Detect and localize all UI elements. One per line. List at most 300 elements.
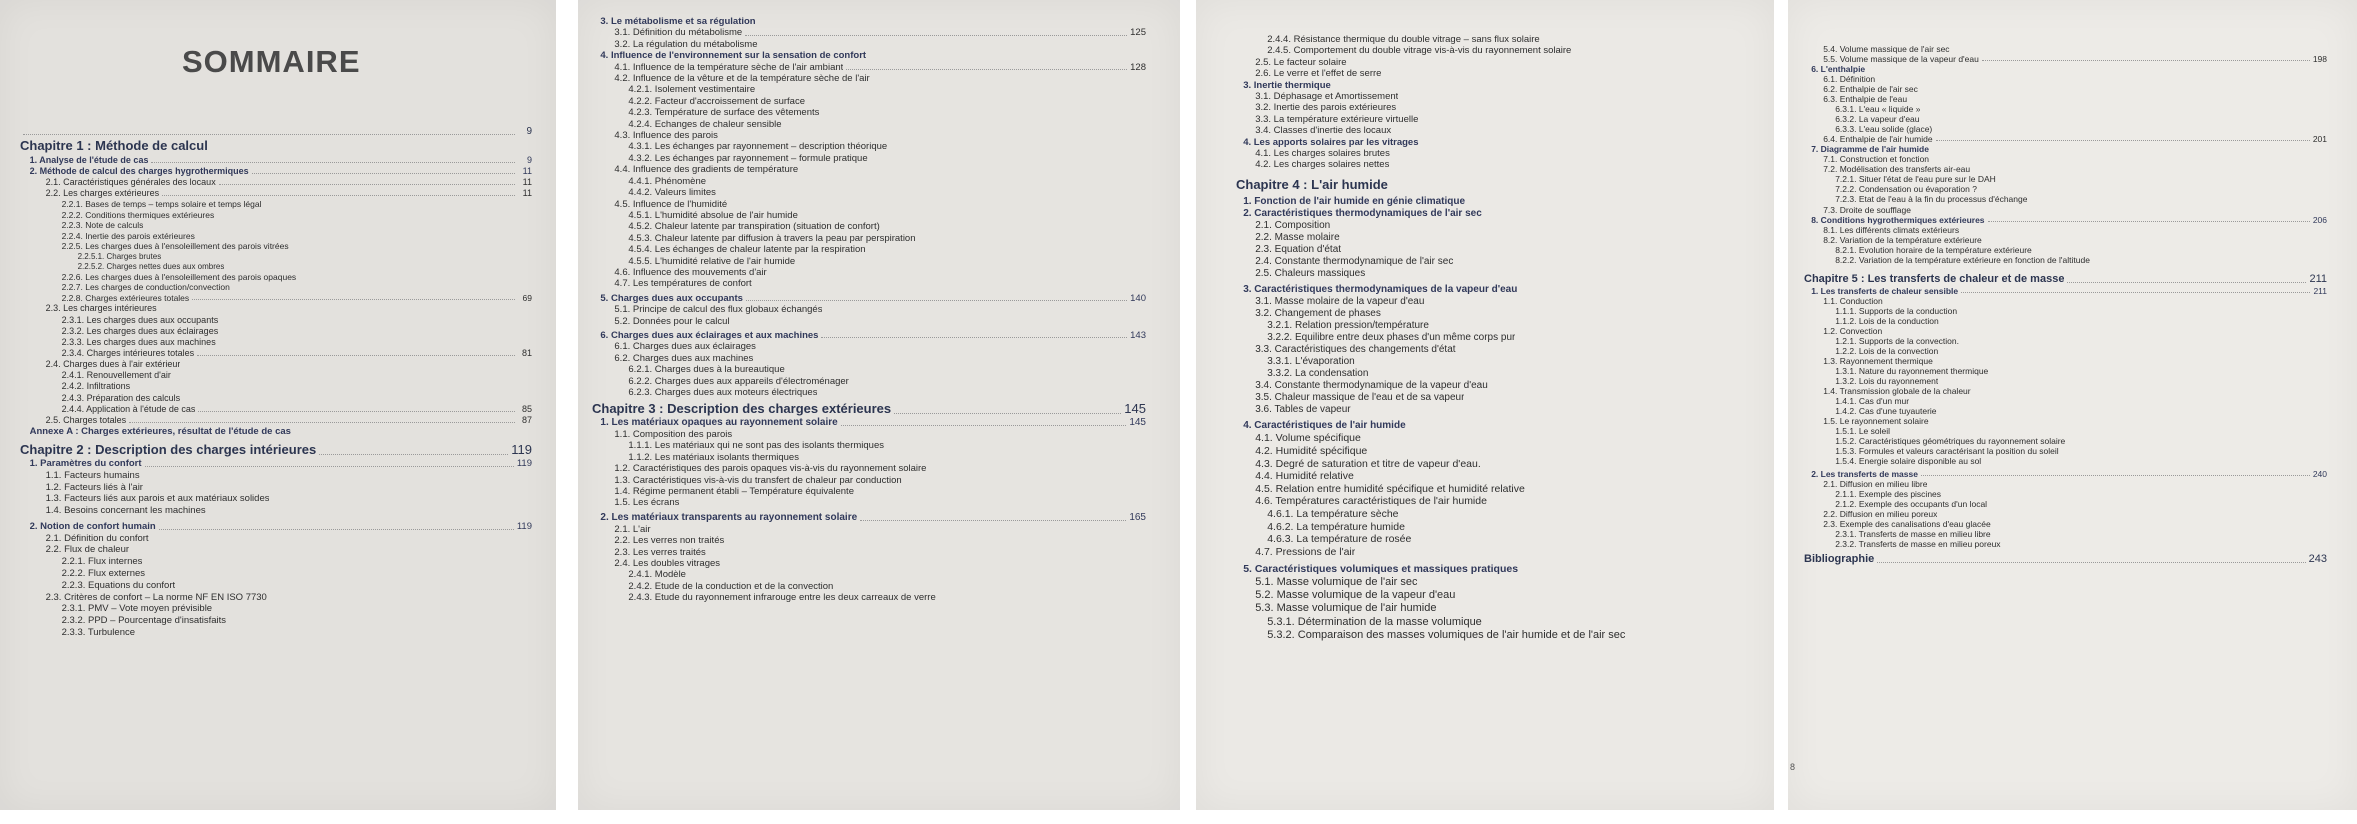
toc-entry-title: 1.4.2. Cas d'une tuyauterie bbox=[1835, 406, 1937, 417]
dot-leader bbox=[1921, 475, 2310, 476]
toc-entry bbox=[1236, 196, 1734, 208]
toc-entry bbox=[1804, 84, 2327, 94]
toc-entry bbox=[1804, 509, 2327, 519]
toc-entry-title: 1.5. Le rayonnement solaire bbox=[1823, 416, 1929, 427]
toc-entry-title: 2.3.3. Les charges dues aux machines bbox=[61, 336, 216, 347]
toc-entry bbox=[592, 440, 1146, 451]
toc-entry bbox=[1236, 232, 1734, 244]
toc-entry bbox=[1236, 268, 1734, 280]
toc-entry-title: 4.5. Relation entre humidité spécifique et humidité relative bbox=[1255, 482, 1525, 495]
toc-entry-page-number: 145 bbox=[1129, 417, 1146, 428]
dot-leader bbox=[745, 35, 1127, 36]
toc-entry bbox=[20, 505, 532, 517]
toc-entry bbox=[1804, 255, 2327, 265]
toc-entry bbox=[592, 581, 1146, 592]
toc-entry-title: 4.7. Les températures de confort bbox=[614, 278, 752, 290]
toc-entry bbox=[592, 39, 1146, 50]
toc-entry bbox=[1804, 296, 2327, 306]
toc-entry bbox=[20, 262, 532, 272]
toc-entry-title: 8. Conditions hygrothermiques extérieures bbox=[1811, 214, 1985, 225]
toc-entry-title: 1.5.4. Energie solaire disponible au sol bbox=[1835, 456, 1982, 467]
toc-entry bbox=[1804, 124, 2327, 134]
toc-entry-title: 4. Influence de l'environnement sur la sensation de confort bbox=[600, 50, 867, 62]
toc-entry bbox=[1236, 356, 1734, 368]
toc-entry-title: 7.2.3. Etat de l'eau à la fin du processus d'échange bbox=[1835, 194, 2028, 205]
toc-entry-title: 2.2. Les verres non traités bbox=[614, 535, 725, 547]
toc-page-4 bbox=[1788, 0, 2357, 810]
toc-entry bbox=[1804, 499, 2327, 509]
toc-entry-title: 1.2. Caractéristiques des parois opaques vis-à-vis du rayonnement solaire bbox=[614, 463, 927, 475]
toc-entry-title: 4.2.2. Facteur d'accroissement de surface bbox=[628, 95, 805, 107]
toc-entry-page-number: 211 bbox=[2309, 272, 2327, 285]
page-title: SOMMAIRE bbox=[182, 44, 361, 79]
toc-entry bbox=[592, 569, 1146, 580]
toc-entry-title: 3. Le métabolisme et sa régulation bbox=[600, 16, 756, 27]
toc-entry-title: 3.1. Déphasage et Amortissement bbox=[1255, 91, 1399, 103]
toc-entry bbox=[1804, 54, 2327, 64]
toc-entry bbox=[1236, 521, 1734, 534]
toc-entry bbox=[20, 337, 532, 348]
toc-entry-title: 1.4. Transmission globale de la chaleur bbox=[1823, 385, 1971, 396]
toc-entry-title: 4.2.1. Isolement vestimentaire bbox=[628, 84, 756, 96]
toc-entry-page-number: 69 bbox=[522, 292, 532, 303]
toc-entry-title: 1.3.2. Lois du rayonnement bbox=[1835, 375, 1939, 386]
toc-entry-title: 1.3. Facteurs liés aux parois et aux matériaux solides bbox=[45, 493, 270, 505]
toc-entry bbox=[592, 130, 1146, 141]
toc-entry-title: 1.3. Rayonnement thermique bbox=[1823, 355, 1933, 366]
toc-entry-title: 4.6. Influence des mouvements d'air bbox=[614, 266, 767, 278]
toc-entry bbox=[20, 404, 532, 415]
toc-entry bbox=[592, 73, 1146, 84]
toc-entry bbox=[20, 220, 532, 231]
toc-entry bbox=[20, 533, 532, 545]
toc-entry bbox=[592, 475, 1146, 486]
toc-entry bbox=[1236, 332, 1734, 344]
toc-entry-page-number: 85 bbox=[521, 403, 532, 414]
toc-entry bbox=[20, 188, 532, 199]
toc-entry-title: 4.3. Degré de saturation et titre de vapeur d'eau. bbox=[1255, 457, 1481, 470]
toc-entry bbox=[20, 177, 532, 188]
toc-entry-title: 1.1. Composition des parois bbox=[614, 429, 733, 440]
toc-entry-title: 7.1. Construction et fonction bbox=[1823, 154, 1930, 165]
toc-entry-page-number: 145 bbox=[1124, 401, 1146, 417]
toc-entry bbox=[1236, 148, 1734, 159]
toc-entry bbox=[1804, 553, 2327, 566]
toc-entry bbox=[1236, 445, 1734, 458]
toc-entry-title: 2.2.2. Conditions thermiques extérieures bbox=[61, 209, 215, 220]
toc-entry-title: 2.3. Exemple des canalisations d'eau glacée bbox=[1823, 519, 1991, 530]
toc-entry bbox=[592, 330, 1146, 341]
toc-entry-title: Chapitre 5 : Les transferts de chaleur et de masse bbox=[1804, 272, 2065, 285]
toc-entry-title: 7.2.2. Condensation ou évaporation ? bbox=[1835, 184, 1977, 195]
toc-entry bbox=[1236, 320, 1734, 332]
toc-entry-title: 3.1. Définition du métabolisme bbox=[614, 27, 743, 39]
toc-entry bbox=[1236, 368, 1734, 380]
toc-entry bbox=[20, 252, 532, 262]
toc-entry bbox=[1804, 396, 2327, 406]
toc-entry bbox=[1804, 446, 2327, 456]
toc-entry bbox=[20, 126, 532, 138]
toc-entry-title: 1.1.2. Lois de la conduction bbox=[1835, 315, 1939, 326]
toc-entry-page-number: 211 bbox=[2313, 285, 2327, 296]
toc-entry bbox=[1236, 114, 1734, 125]
toc-entry bbox=[592, 497, 1146, 508]
toc-entry bbox=[20, 293, 532, 304]
toc-entry-page-number: 243 bbox=[2308, 553, 2327, 566]
toc-entry-title: 3.3. Caractéristiques des changements d'état bbox=[1255, 344, 1456, 356]
toc-entry bbox=[1804, 225, 2327, 235]
toc-entry-title: 5.4. Volume massique de l'air sec bbox=[1823, 44, 1950, 54]
toc-entry-title: 4.4.1. Phénomène bbox=[628, 175, 707, 187]
toc-entry-title: 2.1. Caractéristiques générales des locaux bbox=[45, 176, 216, 187]
toc-entry-title: 2.3.2. Transferts de masse en milieu poreux bbox=[1835, 539, 2001, 550]
toc-entry-title: 4.2. Humidité spécifique bbox=[1255, 445, 1368, 458]
toc-entry-page-number: 87 bbox=[521, 414, 532, 425]
toc-entry-title: 3.2. Inertie des parois extérieures bbox=[1255, 102, 1397, 114]
toc-entry-page-number: 143 bbox=[1130, 329, 1146, 341]
toc-entry-page-number: 240 bbox=[2312, 469, 2327, 480]
toc-entry bbox=[20, 603, 532, 615]
toc-entry bbox=[1236, 34, 1734, 45]
toc-entry-title: 4.6.1. La température sèche bbox=[1267, 508, 1399, 521]
toc-entry-title: 8.2. Variation de la température extérieure bbox=[1823, 234, 1982, 245]
dot-leader bbox=[129, 422, 515, 423]
toc-entry bbox=[1236, 602, 1734, 615]
toc-entry-title: 2. Caractéristiques thermodynamiques de l'air sec bbox=[1243, 208, 1482, 220]
toc-entry-title: 5.1. Principe de calcul des flux globaux échangés bbox=[614, 304, 823, 316]
toc-entry bbox=[592, 376, 1146, 387]
toc-entry bbox=[1236, 220, 1734, 232]
toc-entry-title: 2.4.4. Application à l'étude de cas bbox=[61, 403, 196, 414]
toc-entry-title: 1.1. Facteurs humains bbox=[45, 469, 140, 481]
toc-entry bbox=[20, 592, 532, 604]
toc-entry bbox=[20, 544, 532, 556]
toc-entry bbox=[1804, 174, 2327, 184]
toc-entry-title: 5.1. Masse volumique de l'air sec bbox=[1255, 576, 1418, 588]
toc-entry-title: 4.6.3. La température de rosée bbox=[1267, 533, 1412, 546]
toc-entry-page-number: 81 bbox=[521, 348, 532, 358]
toc-entry bbox=[592, 463, 1146, 474]
toc-entry-title: 2.5. Chaleurs massiques bbox=[1255, 268, 1366, 280]
toc-entry-title: 2.3. Critères de confort – La norme NF EN ISO 7730 bbox=[45, 591, 267, 603]
toc-entry-title: 2.3.1. Transferts de masse en milieu libre bbox=[1835, 529, 1991, 540]
dot-leader bbox=[860, 520, 1126, 521]
toc-entry-title: 2.3. Equation d'état bbox=[1255, 244, 1342, 256]
dot-leader bbox=[1988, 221, 2310, 222]
toc-entry-title: 1.3.1. Nature du rayonnement thermique bbox=[1835, 365, 1989, 376]
toc-entry bbox=[1236, 404, 1734, 416]
toc-entry bbox=[592, 486, 1146, 497]
toc-entry-title: 2.2.1. Bases de temps – temps solaire et temps légal bbox=[61, 199, 262, 210]
toc-entry-title: 2.2. Les charges extérieures bbox=[45, 188, 160, 198]
toc-entry bbox=[1236, 344, 1734, 356]
toc-entry-title: 2.4. Les doubles vitrages bbox=[614, 558, 721, 570]
toc-entry-title: 4.2.3. Température de surface des vêtements bbox=[628, 107, 820, 119]
toc-entry bbox=[1804, 386, 2327, 396]
toc-entry-title: 3.2. La régulation du métabolisme bbox=[614, 38, 758, 50]
toc-entry-title: 5.5. Volume massique de la vapeur d'eau bbox=[1823, 54, 1979, 65]
dot-leader bbox=[746, 300, 1127, 301]
toc-entry bbox=[20, 326, 532, 337]
toc-entry bbox=[1804, 44, 2327, 54]
toc-entry-title: 2.1. Diffusion en milieu libre bbox=[1823, 479, 1928, 490]
toc-entry bbox=[1236, 68, 1734, 79]
toc-entry bbox=[1804, 235, 2327, 245]
toc-entry-title: 2.4.4. Résistance thermique du double vitrage – sans flux solaire bbox=[1267, 34, 1540, 45]
toc-entry-title: 4.7. Pressions de l'air bbox=[1255, 545, 1356, 558]
toc-entry bbox=[592, 558, 1146, 569]
toc-entry bbox=[1804, 286, 2327, 296]
toc-entry-title: 2.2.6. Les charges dues à l'ensoleillement des parois opaques bbox=[61, 271, 297, 282]
dot-leader bbox=[821, 337, 1127, 338]
toc-entry-title: 2.2. Diffusion en milieu poreux bbox=[1823, 509, 1938, 520]
toc-entry bbox=[592, 244, 1146, 255]
toc-entry bbox=[1804, 205, 2327, 215]
toc-entry-page-number: 9 bbox=[526, 154, 532, 165]
toc-entry-title: 1.4.1. Cas d'un mur bbox=[1835, 396, 1910, 407]
toc-entry bbox=[1236, 208, 1734, 220]
toc-entry bbox=[20, 568, 532, 580]
dot-leader bbox=[841, 425, 1127, 426]
toc-entry-title: 6.3. Enthalpie de l'eau bbox=[1823, 94, 1908, 105]
toc-entry-title: 1. Les transferts de chaleur sensible bbox=[1811, 285, 1959, 296]
toc-entry-title: 6.3.1. L'eau « liquide » bbox=[1835, 104, 1921, 115]
toc-entry bbox=[1236, 159, 1734, 170]
toc-entry-title: 8.2.2. Variation de la température extérieure en fonction de l'altitude bbox=[1835, 254, 2090, 265]
toc-entry-title: 2.2.3. Note de calculs bbox=[61, 220, 144, 231]
toc-entry-title: 5.2. Données pour le calcul bbox=[614, 315, 730, 327]
toc-entry-page-number: 201 bbox=[2312, 134, 2327, 145]
toc-entry-title: 4.1. Les charges solaires brutes bbox=[1255, 148, 1390, 160]
toc-entry bbox=[592, 401, 1146, 417]
toc-entry bbox=[20, 282, 532, 293]
toc-entry bbox=[1804, 436, 2327, 446]
toc-entry bbox=[592, 233, 1146, 244]
toc-entry bbox=[1804, 366, 2327, 376]
toc-entry bbox=[1236, 45, 1734, 56]
toc-entry bbox=[1236, 125, 1734, 136]
toc-entry bbox=[1236, 80, 1734, 91]
toc-entry-title: 2.1.1. Exemple des piscines bbox=[1835, 489, 1942, 500]
toc-entry bbox=[592, 293, 1146, 304]
toc-entry bbox=[1804, 64, 2327, 74]
toc-entry-title: 4.4.2. Valeurs limites bbox=[628, 187, 716, 199]
toc-entry-page-number: 125 bbox=[1130, 27, 1146, 39]
toc-entry bbox=[1804, 316, 2327, 326]
toc-entry bbox=[592, 256, 1146, 267]
toc-entry bbox=[20, 303, 532, 314]
toc-entry-title: 2.3.1. Les charges dues aux occupants bbox=[61, 314, 219, 325]
toc-entry-title: 1. Fonction de l'air humide en génie climatique bbox=[1243, 196, 1466, 208]
toc-entry bbox=[1236, 546, 1734, 559]
toc-entry-title: 3. Caractéristiques thermodynamiques de la vapeur d'eau bbox=[1243, 284, 1518, 296]
toc-entry-title: 1.1. Conduction bbox=[1823, 295, 1883, 306]
toc-entry bbox=[1804, 539, 2327, 549]
toc-entry bbox=[592, 512, 1146, 524]
toc-entry-title: 3.4. Constante thermodynamique de la vapeur d'eau bbox=[1255, 380, 1488, 392]
toc-entry bbox=[20, 166, 532, 177]
toc-entry bbox=[1236, 137, 1734, 148]
toc-entry-title: 5.3.2. Comparaison des masses volumiques de l'air humide et de l'air sec bbox=[1267, 628, 1626, 641]
toc-entry-title: 7.2.1. Situer l'état de l'eau pure sur le DAH bbox=[1835, 174, 1996, 185]
toc-entry-title: 2.2.5.2. Charges nettes dues aux ombres bbox=[77, 261, 225, 271]
toc-entry bbox=[1804, 479, 2327, 489]
toc-entry-title: 6.1. Définition bbox=[1823, 74, 1876, 85]
toc-entry-title: 2.4.3. Préparation des calculs bbox=[61, 392, 181, 403]
toc-entry bbox=[1804, 519, 2327, 529]
dot-leader bbox=[319, 454, 508, 455]
toc-entry-title: 2.3. Les verres traités bbox=[614, 546, 706, 558]
toc-entry bbox=[1804, 456, 2327, 466]
toc-entry-title: 4.4. Influence des gradients de température bbox=[614, 164, 799, 176]
toc-entry-title: 4.5.5. L'humidité relative de l'air humide bbox=[628, 255, 796, 267]
toc-entry-page-number: 11 bbox=[522, 188, 532, 198]
toc-page-2 bbox=[578, 0, 1180, 810]
toc-entry-title: 6.2.3. Charges dues aux moteurs électriques bbox=[628, 387, 818, 398]
toc-entry bbox=[592, 452, 1146, 463]
toc-entry bbox=[592, 62, 1146, 73]
toc-entry-title: 2.4.1. Modèle bbox=[628, 569, 686, 581]
toc-entry-title: 1. Les matériaux opaques au rayonnement solaire bbox=[600, 417, 838, 428]
toc-entry-title: 1.4. Besoins concernant les machines bbox=[45, 505, 206, 517]
toc-entry-title: 4.2. Influence de la vêture et de la température sèche de l'air bbox=[614, 73, 870, 85]
toc-entry bbox=[1236, 420, 1734, 432]
toc-entry bbox=[592, 387, 1146, 398]
toc-entry bbox=[592, 176, 1146, 187]
toc-entry-page-number: 11 bbox=[522, 176, 532, 187]
toc-entry bbox=[592, 524, 1146, 535]
toc-entry-title: 2.2.5. Les charges dues à l'ensoleillement des parois vitrées bbox=[61, 241, 289, 252]
toc-entry-title: 2.6. Le verre et l'effet de serre bbox=[1255, 68, 1382, 80]
toc-entry-title: 3.1. Masse molaire de la vapeur d'eau bbox=[1255, 296, 1425, 308]
toc-entry-title: 2.2.1. Flux internes bbox=[61, 556, 143, 568]
toc-entry bbox=[1804, 416, 2327, 426]
toc-entry bbox=[1236, 470, 1734, 483]
toc-entry bbox=[20, 442, 532, 458]
toc-entry-title: 5.3. Masse volumique de l'air humide bbox=[1255, 602, 1437, 615]
toc-entry-page-number: 9 bbox=[526, 126, 532, 137]
toc-entry-title: 1.1.1. Les matériaux qui ne sont pas des isolants thermiques bbox=[628, 440, 884, 452]
toc-entry-title: 2.4.3. Etude du rayonnement infrarouge entre les deux carreaux de verre bbox=[628, 592, 936, 604]
toc-entry bbox=[592, 153, 1146, 164]
toc-entry bbox=[20, 231, 532, 242]
toc-entry bbox=[1804, 406, 2327, 416]
toc-entry-title: 7.3. Droite de soufflage bbox=[1823, 204, 1911, 215]
dot-leader bbox=[894, 413, 1121, 414]
toc-entry bbox=[1804, 215, 2327, 225]
toc-entry-title: 2.2.4. Inertie des parois extérieures bbox=[61, 230, 195, 241]
toc-entry-title: 1.5.2. Caractéristiques géométriques du rayonnement solaire bbox=[1835, 436, 2066, 447]
toc-entry-title: Chapitre 4 : L'air humide bbox=[1236, 176, 1388, 192]
toc-entry bbox=[20, 393, 532, 404]
toc-entry bbox=[592, 221, 1146, 232]
toc-entry-title: 1. Paramètres du confort bbox=[29, 458, 142, 469]
toc-entry-title: 3.5. Chaleur massique de l'eau et de sa vapeur bbox=[1255, 392, 1465, 404]
toc-entry bbox=[1236, 616, 1734, 629]
dot-leader bbox=[1961, 292, 2310, 293]
toc-entry bbox=[592, 96, 1146, 107]
toc-entry bbox=[20, 615, 532, 627]
toc-entry bbox=[1236, 432, 1734, 445]
toc-entry-title: 2.4.2. Etude de la conduction et de la convection bbox=[628, 580, 834, 592]
dot-leader bbox=[23, 134, 515, 135]
toc-entry bbox=[592, 119, 1146, 130]
toc-entry-title: 6.3.3. L'eau solide (glace) bbox=[1835, 124, 1933, 135]
toc-entry bbox=[592, 429, 1146, 440]
toc-entry bbox=[592, 417, 1146, 429]
toc-entry-title: 4.3.1. Les échanges par rayonnement – description théorique bbox=[628, 141, 888, 153]
toc-list bbox=[1196, 34, 1774, 642]
toc-entry-title: 6.2. Charges dues aux machines bbox=[614, 352, 754, 364]
toc-entry-title: 4.5.3. Chaleur latente par diffusion à travers la peau par perspiration bbox=[628, 232, 916, 244]
toc-entry-title: 1.5. Les écrans bbox=[614, 497, 680, 509]
dot-leader bbox=[192, 299, 515, 300]
toc-entry-title: 1.1.1. Supports de la conduction bbox=[1835, 305, 1958, 316]
toc-entry bbox=[1804, 346, 2327, 356]
toc-entry bbox=[592, 535, 1146, 546]
toc-entry bbox=[592, 304, 1146, 315]
toc-entry-title: 8.1. Les différents climats extérieurs bbox=[1823, 224, 1960, 235]
toc-entry-title: 2.4.2. Infiltrations bbox=[61, 381, 131, 392]
toc-entry bbox=[20, 272, 532, 283]
toc-entry-title: 2.4. Constante thermodynamique de l'air sec bbox=[1255, 256, 1454, 268]
toc-entry bbox=[592, 16, 1146, 27]
toc-entry bbox=[1236, 296, 1734, 308]
dot-leader bbox=[159, 529, 514, 530]
toc-entry bbox=[1804, 426, 2327, 436]
toc-entry bbox=[592, 141, 1146, 152]
toc-entry-title: 1.2.2. Lois de la convection bbox=[1835, 345, 1939, 356]
toc-entry-title: 1.2. Convection bbox=[1823, 325, 1883, 336]
toc-entry bbox=[1804, 74, 2327, 84]
toc-entry bbox=[1236, 576, 1734, 589]
toc-entry bbox=[592, 84, 1146, 95]
toc-entry bbox=[20, 370, 532, 381]
toc-entry bbox=[1236, 284, 1734, 296]
toc-entry bbox=[1804, 529, 2327, 539]
toc-entry bbox=[1804, 469, 2327, 479]
toc-entry-title: 2.1. Définition du confort bbox=[45, 532, 149, 544]
toc-entry bbox=[1804, 245, 2327, 255]
toc-entry bbox=[592, 210, 1146, 221]
toc-entry-title: 2.2.2. Flux externes bbox=[61, 568, 146, 580]
toc-entry bbox=[20, 627, 532, 639]
toc-entry-title: 2.4. Charges dues à l'air extérieur bbox=[45, 359, 181, 370]
toc-entry bbox=[592, 164, 1146, 175]
toc-entry-title: 2.2. Flux de chaleur bbox=[45, 544, 130, 556]
toc-entry bbox=[20, 155, 532, 166]
toc-entry-title: 8.2.1. Evolution horaire de la température extérieure bbox=[1835, 244, 2032, 255]
toc-entry-title: 3.3. La température extérieure virtuelle bbox=[1255, 113, 1419, 125]
toc-entry-title: 2.3. Les charges intérieures bbox=[45, 303, 157, 314]
dot-leader bbox=[197, 355, 515, 356]
toc-entry-title: 3.3.2. La condensation bbox=[1267, 368, 1369, 380]
toc-entry bbox=[20, 210, 532, 221]
toc-list bbox=[0, 118, 556, 639]
toc-entry-title: 4.5.4. Les échanges de chaleur latente par la respiration bbox=[628, 244, 866, 256]
toc-entry-title: 4.5. Influence de l'humidité bbox=[614, 198, 728, 210]
toc-entry bbox=[592, 187, 1146, 198]
dot-leader bbox=[151, 162, 515, 163]
toc-entry-title: 1.5.3. Formules et valeurs caractérisant la position du soleil bbox=[1835, 446, 2059, 457]
toc-entry-title: 6.2. Enthalpie de l'air sec bbox=[1823, 84, 1918, 95]
toc-entry bbox=[592, 353, 1146, 364]
toc-entry-title: 4.6.2. La température humide bbox=[1267, 520, 1405, 533]
toc-entry-title: 2.2.3. Equations du confort bbox=[61, 579, 176, 591]
dot-leader bbox=[145, 466, 514, 467]
toc-entry bbox=[20, 315, 532, 326]
toc-entry-title: 6.4. Enthalpie de l'air humide bbox=[1823, 134, 1933, 145]
